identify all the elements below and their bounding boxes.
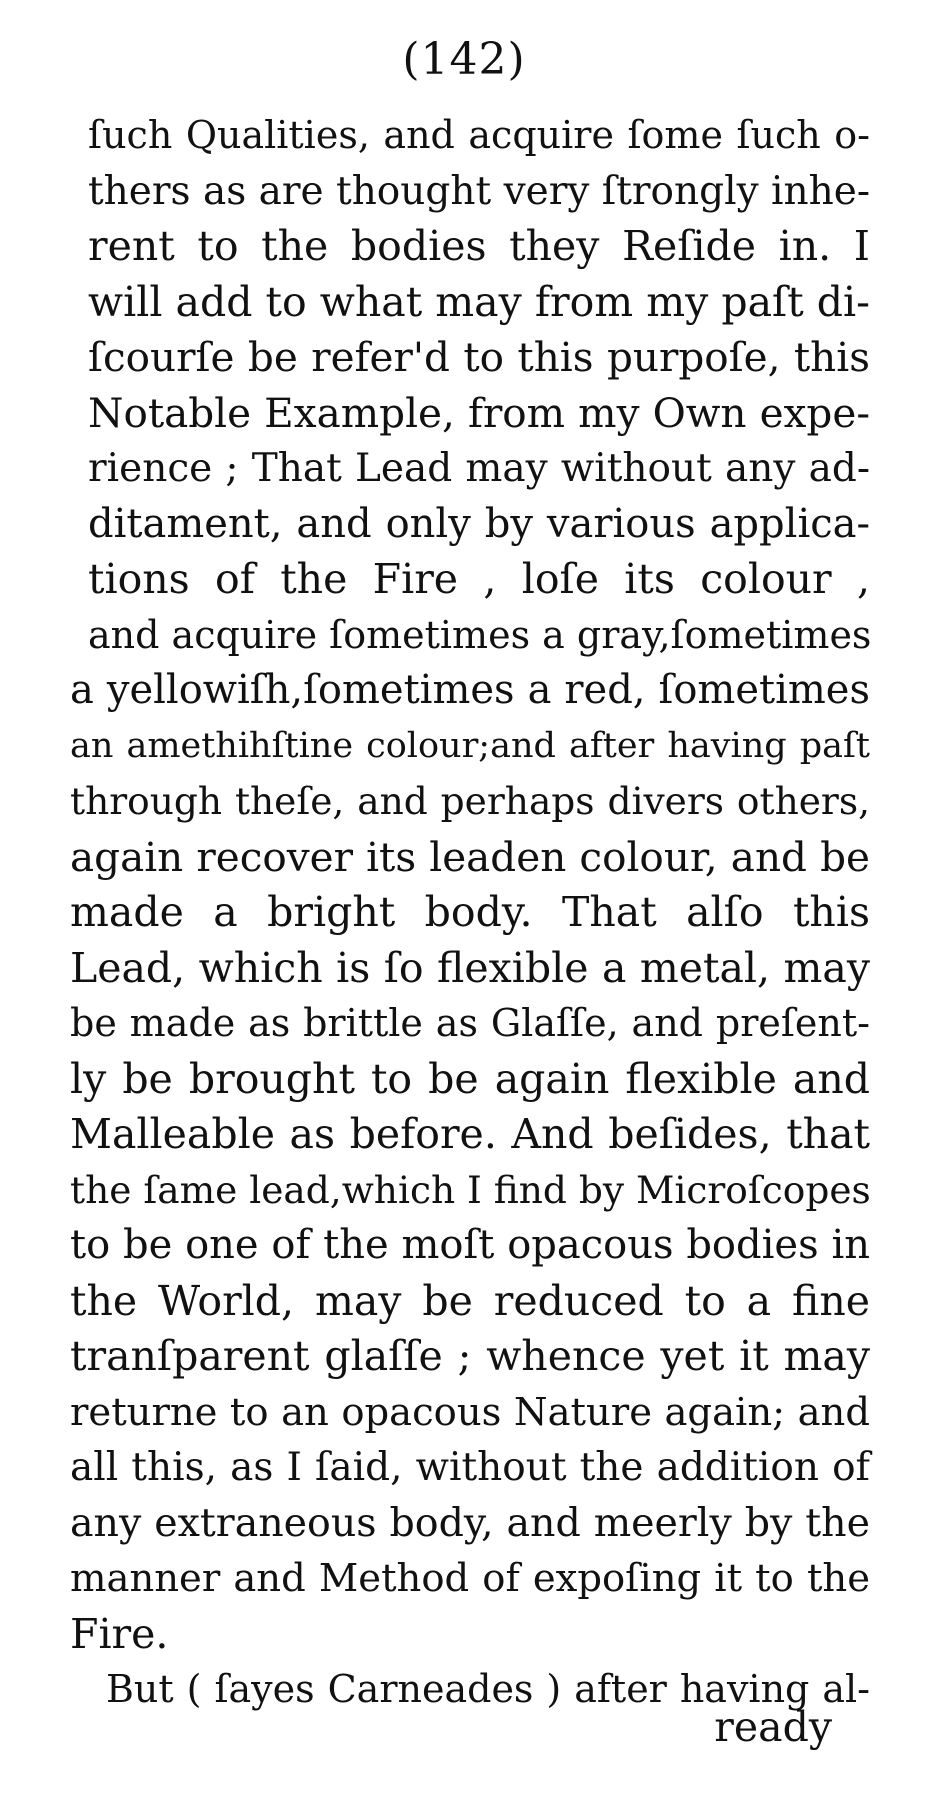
text-line: rent to the bodies they Reſide in. I (88, 222, 870, 270)
body-text (70, 108, 870, 1718)
text-line: ly be brought to be again flexible and (70, 1054, 870, 1103)
text-line: Notable Example, from my Own expe- (88, 388, 870, 437)
text-line: tions of the Fire , loſe its colour , (88, 555, 870, 603)
text-line: any extraneous body, and meerly by the (70, 1499, 870, 1546)
text-line: all this, as I ſaid, without the addition of (70, 1445, 870, 1490)
text-line: again recover its leaden colour, and be (70, 832, 870, 881)
text-line: the ſame lead,which I find by Microſcopes (70, 1167, 871, 1212)
text-line: Fire. (70, 1609, 169, 1658)
catchword: ready (714, 1703, 832, 1751)
text-line: Malleable as before. And beſides, that (70, 1110, 870, 1158)
text-line: will add to what may from my paſt di- (88, 277, 870, 326)
text-line: and acquire ſometimes a gray,ſometimes (88, 612, 872, 657)
text-line: But ( ſayes Carneades ) after having al- (106, 1667, 870, 1711)
page-number: (142) (402, 34, 526, 85)
text-line: ditament, and only by various applica- (88, 500, 870, 547)
text-line: tranſparent glaſſe ; whence yet it may (70, 1332, 870, 1380)
text-line: be made as brittle as Glaſſe, and preſent- (70, 1001, 870, 1045)
text-line: rience ; That Lead may without any ad- (88, 446, 870, 491)
text-line: an amethihſtine colour;and after having paſt (70, 725, 870, 766)
text-line: manner and Method of expoſing it to the (70, 1556, 870, 1601)
text-line: returne to an opacous Nature again; and (70, 1389, 870, 1435)
text-line: ſcourſe be refer'd to this purpoſe, this (88, 333, 870, 381)
text-line: thers as are thought very ſtrongly inhe- (88, 168, 870, 214)
text-line: the World, may be reduced to a fine (70, 1276, 870, 1325)
text-line: Lead, which is ſo flexible a metal, may (70, 943, 870, 992)
text-line: a yellowiſh,ſometimes a red, ſometimes (70, 667, 870, 713)
text-line: ſuch Qualities, and acquire ſome ſuch o- (88, 113, 870, 157)
text-line: made a bright body. That alſo this (70, 888, 870, 936)
text-line: through theſe, and perhaps divers others, (70, 779, 870, 823)
text-line: to be one of the moſt opacous bodies in (70, 1222, 870, 1268)
